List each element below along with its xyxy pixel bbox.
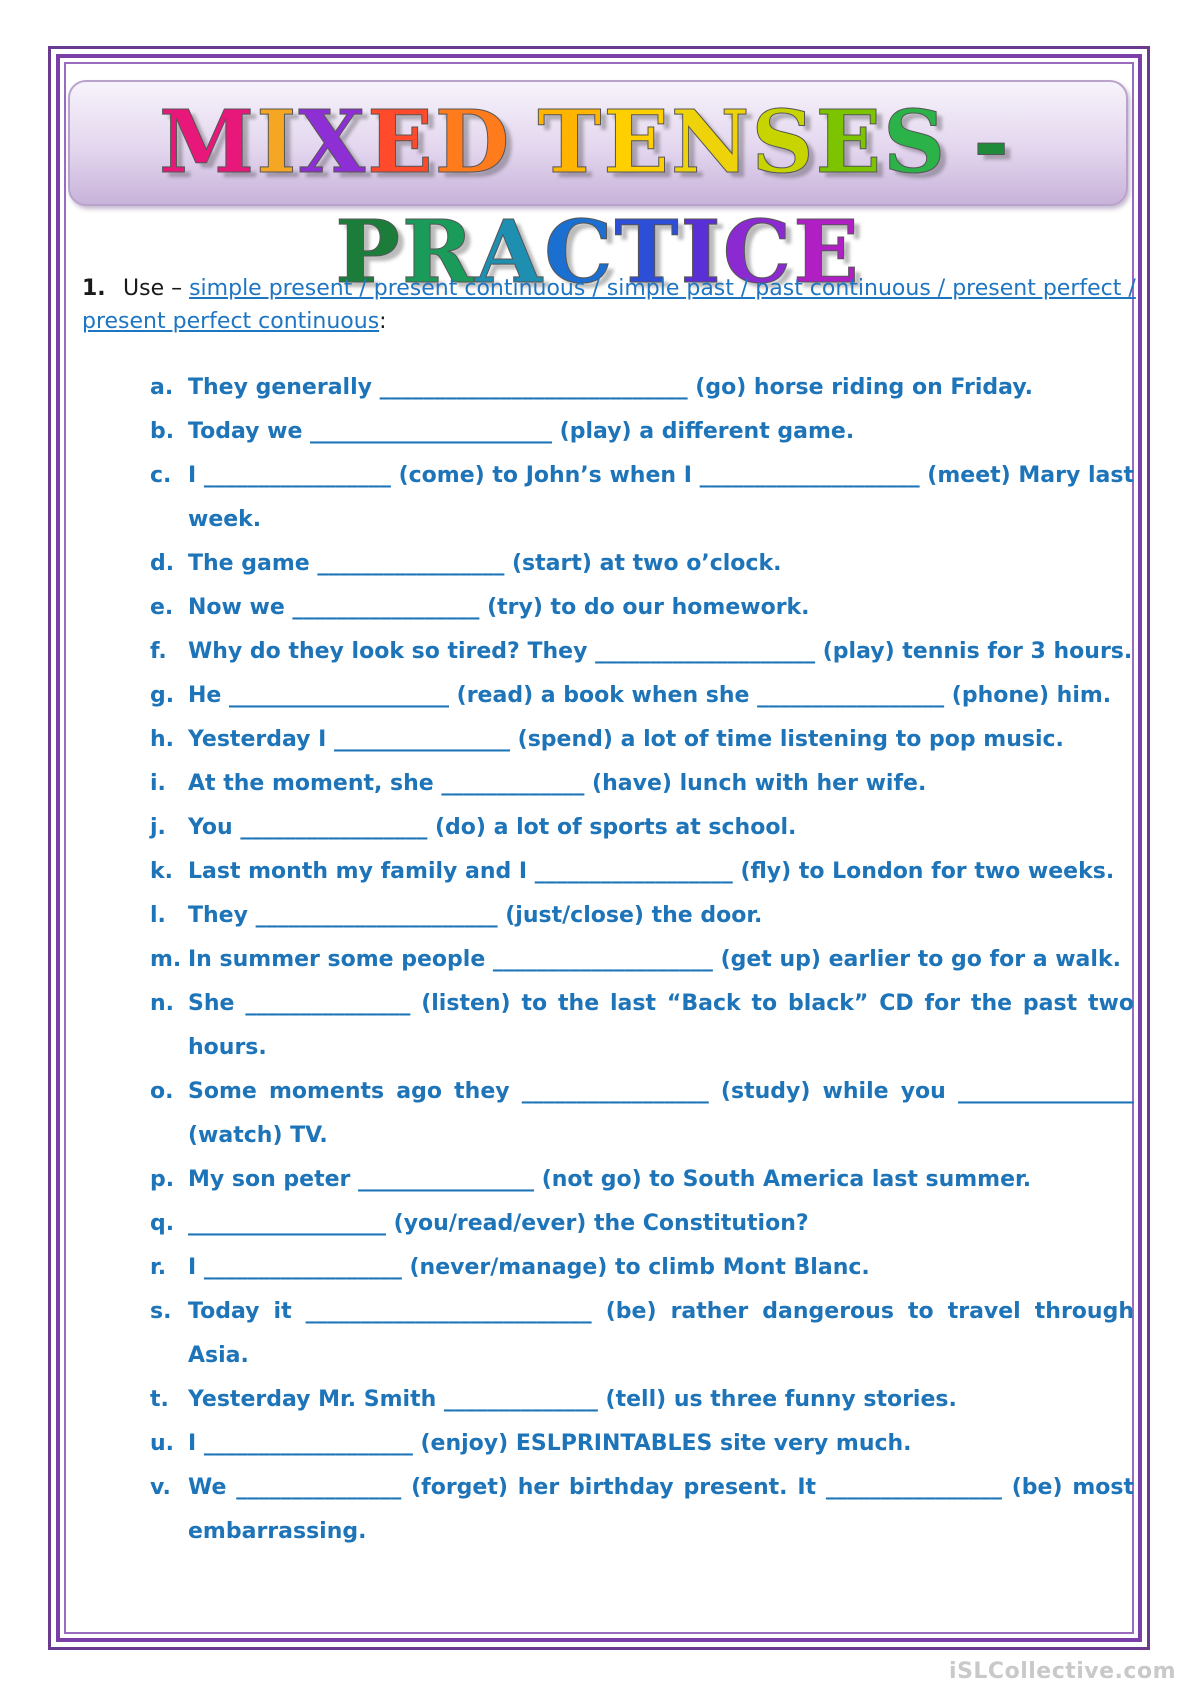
instruction-prefix: Use – <box>123 276 183 301</box>
exercise-item <box>150 366 1134 410</box>
item-letter: a. <box>150 375 174 400</box>
title-letter: A <box>475 202 545 303</box>
title-letter: M <box>159 92 257 193</box>
exercise-item <box>150 674 1134 718</box>
item-sentence: Last month my family and I __________________ (fly) to London for two weeks. <box>188 859 1115 884</box>
item-letter: v. <box>150 1475 171 1500</box>
item-sentence: In summer some people ____________________ (get up) earlier to go for a walk. <box>188 947 1121 972</box>
item-letter: r. <box>150 1255 167 1280</box>
item-letter: u. <box>150 1431 175 1456</box>
exercise-item <box>150 1158 1134 1202</box>
title-letter: X <box>298 92 368 193</box>
item-sentence: Now we _________________ (try) to do our homework. <box>188 595 810 620</box>
item-letter: f. <box>150 639 167 664</box>
item-sentence: You _________________ (do) a lot of sports at school. <box>188 815 797 840</box>
item-letter: c. <box>150 463 172 488</box>
exercise-item <box>150 1466 1134 1554</box>
item-letter: l. <box>150 903 166 928</box>
exercise-item <box>150 850 1134 894</box>
exercise-number: 1. <box>82 276 106 301</box>
exercise-item <box>150 1422 1134 1466</box>
exercise-item <box>150 586 1134 630</box>
title-letter: T <box>537 92 604 193</box>
title-letter: C <box>722 202 794 303</box>
item-sentence: The game _________________ (start) at two o’clock. <box>188 551 782 576</box>
item-sentence: __________________ (you/read/ever) the Constitution? <box>188 1211 809 1236</box>
exercise-item <box>150 982 1134 1070</box>
exercise-item <box>150 542 1134 586</box>
title-letter: - <box>973 92 1011 193</box>
exercise-item <box>150 1246 1134 1290</box>
title-letter: S <box>883 92 948 193</box>
title-letter: P <box>335 202 402 303</box>
item-sentence: I _________________ (come) to John’s when I ____________________ (meet) Mary last week. <box>188 463 1134 532</box>
item-sentence: Today we ______________________ (play) a different game. <box>188 419 855 444</box>
item-letter: m. <box>150 947 182 972</box>
item-letter: h. <box>150 727 175 752</box>
title-letter: S <box>751 92 816 193</box>
title-letter: E <box>603 92 671 193</box>
item-letter: b. <box>150 419 175 444</box>
exercise-items <box>150 366 1134 1554</box>
item-sentence: They ______________________ (just/close) the door. <box>188 903 763 928</box>
exercise-instruction <box>82 272 1136 338</box>
item-sentence: My son peter ________________ (not go) to South America last summer. <box>188 1167 1032 1192</box>
item-letter: t. <box>150 1387 169 1412</box>
title-letter: D <box>434 92 512 193</box>
exercise-item <box>150 1070 1134 1158</box>
title-letter: C <box>544 202 615 303</box>
instruction-suffix: : <box>379 309 387 334</box>
exercise-item <box>150 1378 1134 1422</box>
exercise-item <box>150 806 1134 850</box>
item-letter: d. <box>150 551 175 576</box>
exercise-item <box>150 630 1134 674</box>
item-letter: i. <box>150 771 166 796</box>
exercise-item <box>150 718 1134 762</box>
item-letter: o. <box>150 1079 174 1104</box>
item-sentence: Today it __________________________ (be) rather dangerous to travel through Asia. <box>188 1299 1134 1368</box>
item-letter: j. <box>150 815 166 840</box>
exercise-item <box>150 938 1134 982</box>
item-sentence: Yesterday Mr. Smith ______________ (tell) us three funny stories. <box>188 1387 957 1412</box>
exercise-item <box>150 454 1134 542</box>
exercise-item <box>150 1202 1134 1246</box>
title-letter: N <box>670 92 752 193</box>
item-sentence: I __________________ (never/manage) to climb Mont Blanc. <box>188 1255 870 1280</box>
item-sentence: Some moments ago they _________________ (study) while you ________________ (watch) TV. <box>188 1079 1134 1148</box>
item-sentence: Why do they look so tired? They ____________________ (play) tennis for 3 hours. <box>188 639 1133 664</box>
title-letter: I <box>256 92 299 193</box>
item-letter: g. <box>150 683 175 708</box>
item-sentence: He ____________________ (read) a book when she _________________ (phone) him. <box>188 683 1112 708</box>
item-letter: s. <box>150 1299 172 1324</box>
item-letter: n. <box>150 991 175 1016</box>
title-letter: T <box>614 202 681 303</box>
title-letter: R <box>401 202 476 303</box>
item-sentence: They generally ____________________________ (go) horse riding on Friday. <box>188 375 1034 400</box>
title-letter: I <box>680 202 723 303</box>
tense-list: simple present / present continuous / simple past / past continuous / present perfect / present perfect continuous <box>82 276 1136 334</box>
title-letter: E <box>793 202 861 303</box>
item-sentence: She _______________ (listen) to the last “Back to black” CD for the past two hours. <box>188 991 1134 1060</box>
item-sentence: At the moment, she _____________ (have) lunch with her wife. <box>188 771 927 796</box>
item-sentence: Yesterday I ________________ (spend) a lot of time listening to pop music. <box>188 727 1064 752</box>
item-sentence: I ___________________ (enjoy) ESLPRINTABLES site very much. <box>188 1431 912 1456</box>
title-letter: E <box>367 92 435 193</box>
exercise-item <box>150 894 1134 938</box>
title-letter: E <box>815 92 884 193</box>
item-letter: p. <box>150 1167 175 1192</box>
item-letter: k. <box>150 859 173 884</box>
exercise-item <box>150 410 1134 454</box>
item-sentence: We _______________ (forget) her birthday present. It ________________ (be) most embarrassing. <box>188 1475 1134 1544</box>
item-letter: e. <box>150 595 174 620</box>
exercise-item <box>150 762 1134 806</box>
watermark: iSLCollective.com <box>949 1659 1176 1684</box>
item-letter: q. <box>150 1211 175 1236</box>
exercise-item <box>150 1290 1134 1378</box>
